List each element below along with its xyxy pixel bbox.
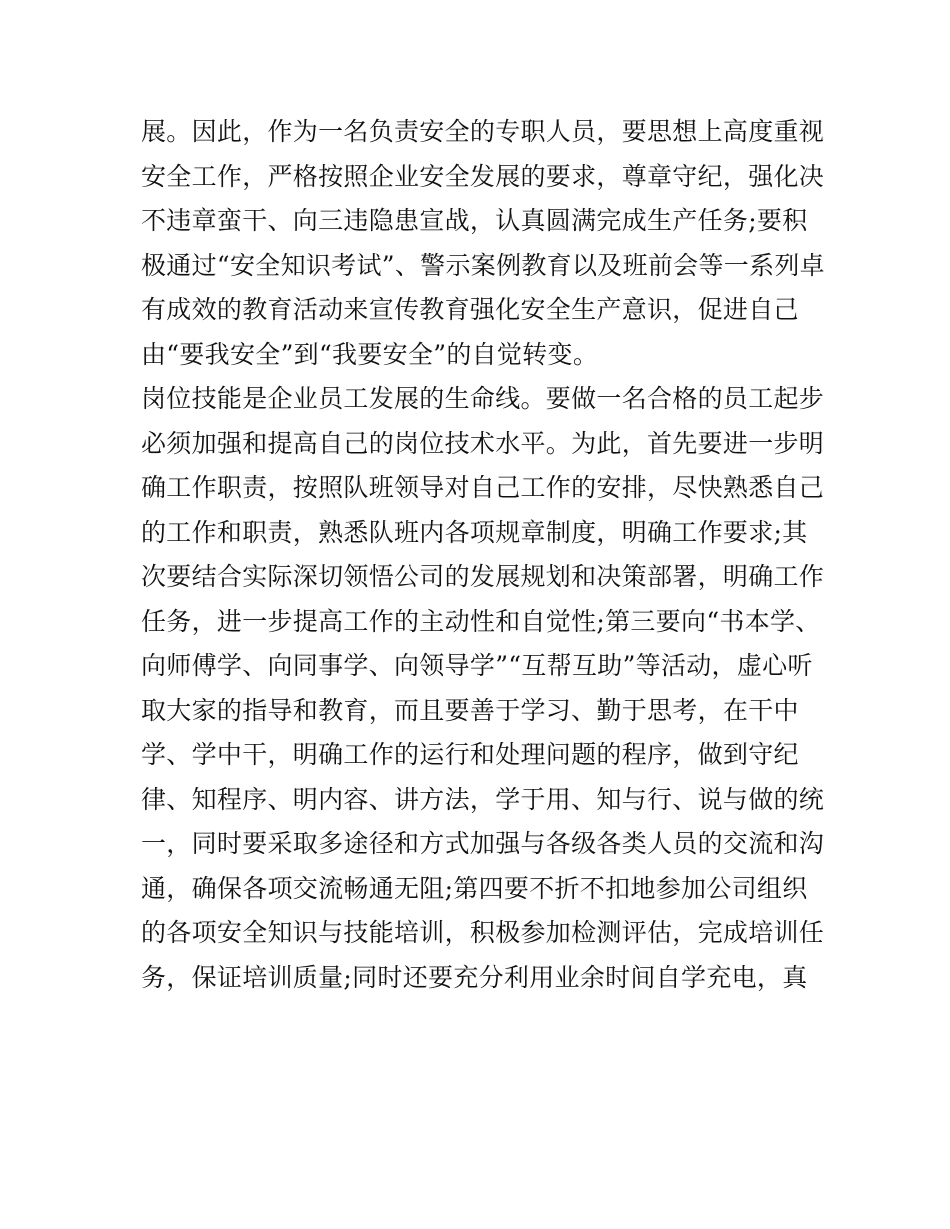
- text-line: 确工作职责，按照队班领导对自己工作的安排，尽快熟悉自己: [141, 473, 825, 502]
- text-line: 岗位技能是企业员工发展的生命线。要做一名合格的员工起步: [141, 384, 825, 413]
- text-line: 有成效的教育活动来宣传教育强化安全生产意识，促进自己: [141, 295, 799, 324]
- text-line: 向师傅学、向同事学、向领导学”“互帮互助”等活动，虚心听: [141, 651, 813, 680]
- text-line: 律、知程序、明内容、讲方法，学于用、知与行、说与做的统: [141, 784, 825, 814]
- text-line: 学、学中干，明确工作的运行和处理问题的程序，做到守纪: [141, 740, 799, 769]
- text-line: 任务，进一步提高工作的主动性和自觉性;第三要向“书本学、: [141, 606, 821, 636]
- text-line: 由“要我安全”到“我要安全”的自觉转变。: [141, 339, 599, 369]
- text-line: 次要结合实际深切领悟公司的发展规划和决策部署，明确工作: [141, 562, 825, 591]
- text-line: 极通过“安全知识考试”、警示案例教育以及班前会等一系列卓: [141, 250, 825, 280]
- text-line: 必须加强和提高自己的岗位技术水平。为此，首先要进一步明: [141, 428, 825, 458]
- text-line: 取大家的指导和教育，而且要善于学习、勤于思考，在干中: [141, 695, 799, 725]
- text-line: 不违章蛮干、向三违隐患宣战，认真圆满完成生产任务;要积: [141, 206, 808, 235]
- text-line: 展。因此，作为一名负责安全的专职人员，要思想上高度重视: [141, 117, 825, 146]
- body-text: [141, 110, 825, 1000]
- text-line: 的各项安全知识与技能培训，积极参加检测评估，完成培训任: [141, 918, 825, 947]
- text-line: 安全工作，严格按照企业安全发展的要求，尊章守纪，强化决: [141, 161, 825, 191]
- text-line: 务，保证培训质量;同时还要充分利用业余时间自学充电，真: [141, 962, 808, 992]
- text-line: 一，同时要采取多途径和方式加强与各级各类人员的交流和沟: [141, 829, 825, 858]
- text-line: 的工作和职责，熟悉队班内各项规章制度，明确工作要求;其: [141, 517, 808, 547]
- text-line: 通，确保各项交流畅通无阻;第四要不折不扣地参加公司组织: [141, 873, 808, 903]
